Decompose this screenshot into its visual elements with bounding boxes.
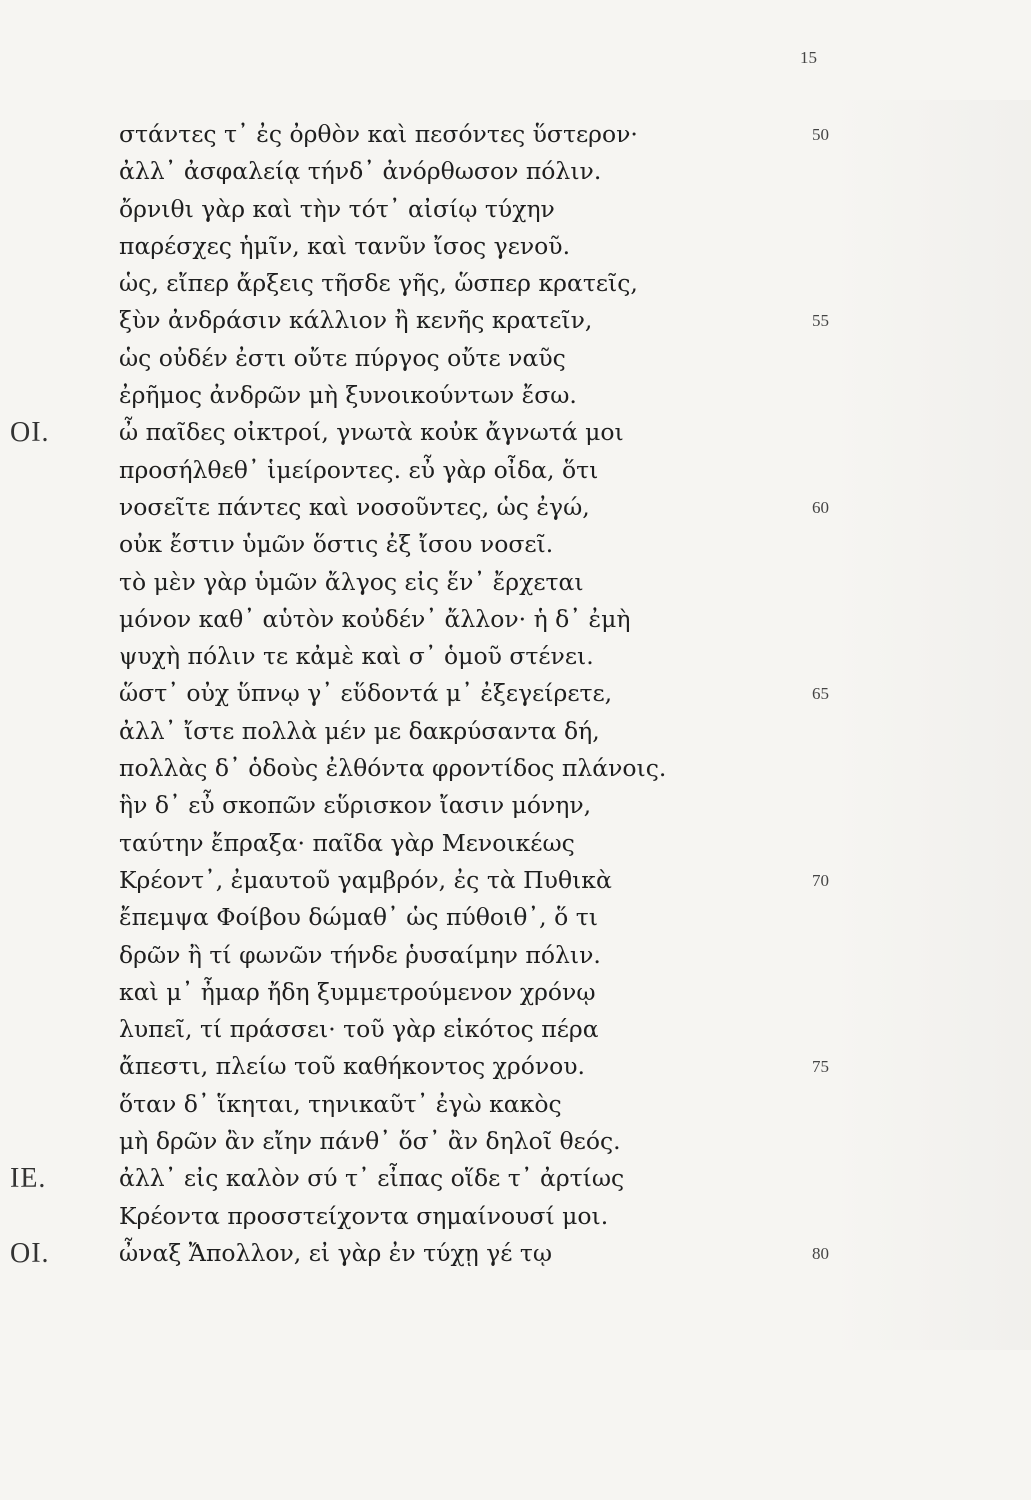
verse-line (0, 1048, 1031, 1085)
verse-line (0, 526, 1031, 563)
verse-text: ἄπεστι, πλείω τοῦ καθήκοντος χρόνου. (119, 1052, 586, 1081)
verse-line (0, 601, 1031, 638)
speaker-label: ΟΙ. (10, 1237, 50, 1269)
verse-line (0, 1235, 1031, 1272)
verse-text: ὡς οὐδέν ἐστι οὔτε πύργος οὔτε ναῦς (119, 343, 566, 372)
line-number: 55 (812, 311, 829, 331)
verse-line (0, 937, 1031, 974)
verse-line (0, 116, 1031, 153)
verse-line (0, 564, 1031, 601)
line-number: 65 (812, 684, 829, 704)
verse-text: ἀλλ᾽ ἀσφαλείᾳ τήνδ᾽ ἀνόρθωσον πόλιν. (119, 157, 602, 186)
verse-text: πολλὰς δ᾽ ὁδοὺς ἐλθόντα φροντίδος πλάνοις. (119, 754, 667, 783)
verse-text: μόνον καθ᾽ αὑτὸν κοὐδέν᾽ ἄλλον· ἡ δ᾽ ἐμὴ (119, 604, 631, 633)
speaker-label: ΙΕ. (10, 1163, 47, 1195)
verse-text: Κρέοντα προσστείχοντα σημαίνουσί μοι. (119, 1201, 609, 1230)
page-number: 15 (800, 48, 817, 67)
verse-line (0, 191, 1031, 228)
verse-text: οὐκ ἔστιν ὑμῶν ὅστις ἐξ ἴσου νοσεῖ. (119, 530, 554, 559)
verse-line (0, 1011, 1031, 1048)
verse-text: δρῶν ἢ τί φωνῶν τήνδε ῥυσαίμην πόλιν. (119, 940, 601, 969)
verse-text: νοσεῖτε πάντες καὶ νοσοῦντες, ὡς ἐγώ, (119, 492, 590, 521)
verse-text: ταύτην ἔπραξα· παῖδα γὰρ Μενοικέως (119, 828, 575, 857)
verse-text: ἐρῆμος ἀνδρῶν μὴ ξυνοικούντων ἔσω. (119, 381, 577, 410)
verse-text: ἀλλ᾽ εἰς καλὸν σύ τ᾽ εἶπας οἵδε τ᾽ ἀρτίως (119, 1164, 625, 1193)
verse-line (0, 675, 1031, 712)
verse-text: ἣν δ᾽ εὖ σκοπῶν εὕρισκον ἴασιν μόνην, (119, 791, 592, 820)
verse-line (0, 638, 1031, 675)
verse-line (0, 713, 1031, 750)
verse-block (0, 116, 1031, 1272)
verse-line (0, 377, 1031, 414)
verse-text: λυπεῖ, τί πράσσει· τοῦ γὰρ εἰκότος πέρα (119, 1015, 599, 1044)
line-number: 75 (812, 1057, 829, 1077)
verse-text: παρέσχες ἡμῖν, καὶ τανῦν ἴσος γενοῦ. (119, 231, 571, 260)
verse-text: προσήλθεθ᾽ ἱμείροντες. εὖ γὰρ οἶδα, ὅτι (119, 455, 599, 484)
verse-line (0, 228, 1031, 265)
verse-text: Κρέοντ᾽, ἐμαυτοῦ γαμβρόν, ἐς τὰ Πυθικὰ (119, 865, 612, 894)
line-number: 60 (812, 497, 829, 517)
speaker-label: ΟΙ. (10, 417, 50, 449)
verse-text: στάντες τ᾽ ἐς ὀρθὸν καὶ πεσόντες ὕστερον· (119, 120, 638, 148)
verse-line (0, 750, 1031, 787)
verse-text: ὡς, εἴπερ ἄρξεις τῆσδε γῆς, ὥσπερ κρατεῖς, (119, 269, 638, 298)
verse-line (0, 899, 1031, 936)
line-number: 50 (812, 125, 829, 144)
verse-line (0, 862, 1031, 899)
verse-line (0, 489, 1031, 526)
verse-line (0, 153, 1031, 190)
verse-text: ὦναξ Ἄπολλον, εἰ γὰρ ἐν τύχῃ γέ τῳ (119, 1238, 553, 1267)
verse-text: ὦ παῖδες οἰκτροί, γνωτὰ κοὐκ ἄγνωτά μοι (119, 418, 624, 447)
line-number: 80 (812, 1243, 829, 1263)
verse-line (0, 452, 1031, 489)
verse-text: ὥστ᾽ οὐχ ὕπνῳ γ᾽ εὕδοντά μ᾽ ἐξεγείρετε, (119, 679, 613, 708)
verse-line (0, 302, 1031, 339)
verse-line (0, 1086, 1031, 1123)
line-number: 70 (812, 870, 829, 890)
verse-text: ὅταν δ᾽ ἵκηται, τηνικαῦτ᾽ ἐγὼ κακὸς (119, 1089, 562, 1118)
verse-line (0, 1123, 1031, 1160)
verse-line (0, 787, 1031, 824)
verse-line (0, 265, 1031, 302)
verse-line (0, 825, 1031, 862)
verse-text: ψυχὴ πόλιν τε κἀμὲ καὶ σ᾽ ὁμοῦ στένει. (119, 642, 594, 671)
verse-text: ὄρνιθι γὰρ καὶ τὴν τότ᾽ αἰσίῳ τύχην (119, 194, 555, 223)
verse-text: μὴ δρῶν ἂν εἴην πάνθ᾽ ὅσ᾽ ἂν δηλοῖ θεός. (119, 1127, 621, 1156)
verse-line (0, 1198, 1031, 1235)
verse-line (0, 340, 1031, 377)
verse-text: ἔπεμψα Φοίβου δώμαθ᾽ ὡς πύθοιθ᾽, ὅ τι (119, 903, 598, 932)
verse-text: ἀλλ᾽ ἴστε πολλὰ μέν με δακρύσαντα δή, (119, 716, 600, 745)
verse-line (0, 974, 1031, 1011)
verse-text: καὶ μ᾽ ἦμαρ ἤδη ξυμμετρούμενον χρόνῳ (119, 977, 596, 1006)
verse-text: τὸ μὲν γὰρ ὑμῶν ἄλγος εἰς ἕν᾽ ἔρχεται (119, 567, 584, 596)
verse-text: ξὺν ἀνδράσιν κάλλιον ἢ κενῆς κρατεῖν, (119, 306, 593, 335)
verse-line (0, 1160, 1031, 1197)
verse-line (0, 414, 1031, 451)
